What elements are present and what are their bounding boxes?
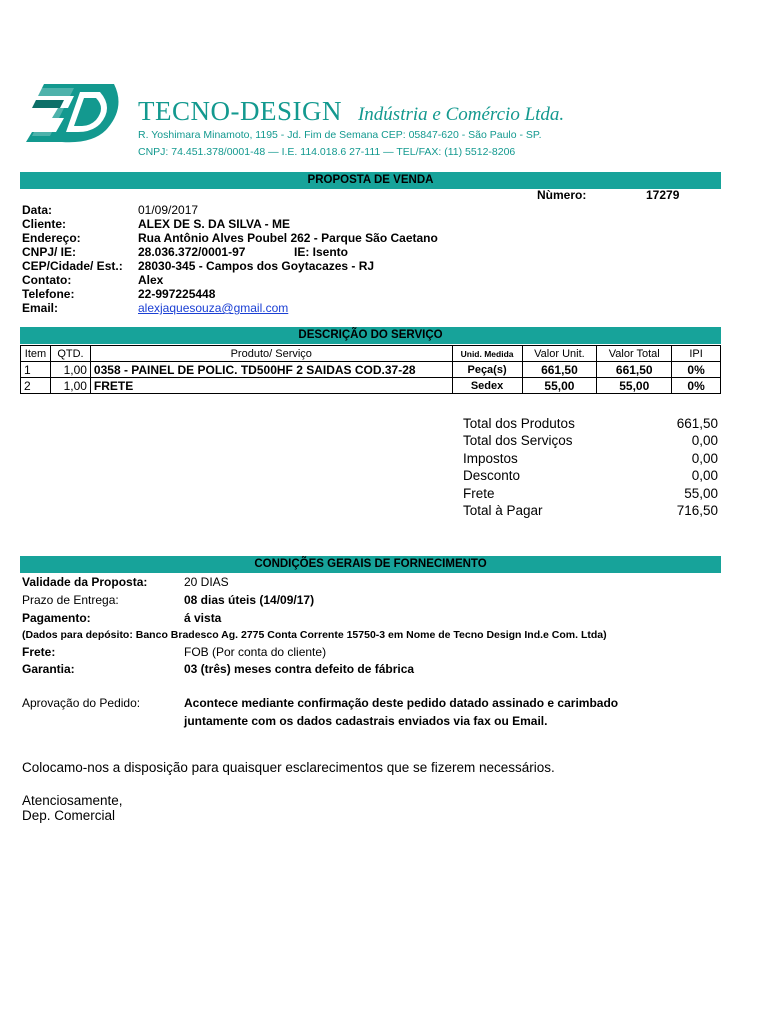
col-valor-unit: Valor Unit. — [522, 346, 597, 362]
cell-unid: Peça(s) — [452, 362, 522, 378]
phone-value: 22-997225448 — [138, 287, 216, 301]
frete-value: FOB (Por conta do cliente) — [184, 645, 327, 659]
cell-valor-unit: 661,50 — [522, 362, 597, 378]
total-produtos-value: 661,50 — [676, 416, 718, 431]
deposito-info: (Dados para depósito: Banco Bradesco Ag. 2775 Conta Corrente 15750-3 em Nome de Tecno Design Ind.e Com. Ltda) — [22, 629, 607, 641]
total-pagar-value: 716,50 — [676, 503, 718, 518]
company-registration: CNPJ: 74.451.378/0001-48 — I.E. 114.018.6 27-111 — TEL/FAX: (11) 5512-8206 — [138, 146, 516, 158]
col-ipi: IPI — [672, 346, 721, 362]
cell-ipi: 0% — [672, 362, 721, 378]
total-produtos-label: Total dos Produtos — [463, 416, 575, 431]
garantia-value: 03 (três) meses contra defeito de fábrica — [184, 662, 415, 676]
proposal-section-title: PROPOSTA DE VENDA — [20, 172, 721, 189]
col-produto: Produto/ Serviço — [90, 346, 452, 362]
garantia-label: Garantia: — [22, 662, 75, 676]
cnpj-label: CNPJ/ IE: — [22, 245, 77, 259]
address-value: Rua Antônio Alves Poubel 262 - Parque São Caetano — [138, 231, 438, 245]
table-row — [21, 378, 721, 394]
footer-closing: Atenciosamente, — [22, 793, 123, 808]
cell-produto: 0358 - PAINEL DE POLIC. TD500HF 2 SAIDAS COD.37-28 — [90, 362, 452, 378]
td-logo-icon — [22, 78, 120, 144]
company-address: R. Yoshimara Minamoto, 1195 - Jd. Fim de Semana CEP: 05847-620 - São Paulo - SP. — [138, 129, 542, 141]
prazo-value: 08 dias úteis (14/09/17) — [184, 593, 315, 607]
cell-unid: Sedex — [452, 378, 522, 394]
aprovacao-line-1: Acontece mediante confirmação deste pedido datado assinado e carimbado — [184, 696, 619, 710]
proposal-number: 17279 — [646, 188, 680, 202]
cnpj-value: 28.036.372/0001-97 — [138, 245, 246, 259]
client-label: Cliente: — [22, 217, 67, 231]
ie-value: IE: Isento — [294, 245, 349, 259]
frete-total-label: Frete — [463, 486, 495, 501]
prazo-label: Prazo de Entrega: — [22, 593, 119, 607]
pagamento-value: á vista — [184, 611, 222, 625]
desconto-label: Desconto — [463, 468, 521, 483]
footer-department: Dep. Comercial — [22, 808, 116, 823]
email-link[interactable]: alexjaquesouza@gmail.com — [138, 301, 289, 315]
table-header-row — [21, 346, 721, 362]
impostos-label: Impostos — [463, 451, 518, 466]
service-section-title: DESCRIÇÃO DO SERVIÇO — [20, 327, 721, 344]
cep-label: CEP/Cidade/ Est.: — [22, 259, 123, 273]
cell-valor-total: 661,50 — [597, 362, 672, 378]
cell-produto: FRETE — [90, 378, 452, 394]
footer-message: Colocamo-nos a disposição para quaisquer esclarecimentos que se fizerem necessários. — [22, 760, 555, 775]
email-label: Email: — [22, 301, 59, 315]
desconto-value: 0,00 — [691, 468, 718, 483]
conditions-section-title: CONDIÇÕES GERAIS DE FORNECIMENTO — [20, 556, 721, 573]
validade-value: 20 DIAS — [184, 575, 229, 589]
cep-value: 28030-345 - Campos dos Goytacazes - RJ — [138, 259, 375, 273]
address-label: Endereço: — [22, 231, 81, 245]
validade-label: Validade da Proposta: — [22, 575, 148, 589]
pagamento-label: Pagamento: — [22, 611, 91, 625]
cell-qtd: 1,00 — [50, 362, 90, 378]
impostos-value: 0,00 — [691, 451, 718, 466]
col-valor-total: Valor Total — [597, 346, 672, 362]
contact-value: Alex — [138, 273, 164, 287]
client-value: ALEX DE S. DA SILVA - ME — [138, 217, 291, 231]
company-brand — [138, 96, 564, 127]
frete-label: Frete: — [22, 645, 56, 659]
total-servicos-label: Total dos Serviços — [463, 433, 573, 448]
date-value: 01/09/2017 — [138, 203, 199, 217]
total-pagar-label: Total à Pagar — [463, 503, 543, 518]
company-subtitle: Indústria e Comércio Ltda. — [357, 104, 565, 125]
cell-qtd: 1,00 — [50, 378, 90, 394]
table-row — [21, 362, 721, 378]
contact-label: Contato: — [22, 273, 72, 287]
aprovacao-label: Aprovação do Pedido: — [22, 696, 141, 710]
col-qtd: QTD. — [50, 346, 90, 362]
cell-valor-unit: 55,00 — [522, 378, 597, 394]
total-servicos-value: 0,00 — [691, 433, 718, 448]
col-item: Item — [21, 346, 51, 362]
cell-item: 2 — [21, 378, 51, 394]
items-table — [20, 345, 721, 394]
number-label: Nùmero: — [537, 188, 587, 202]
cell-valor-total: 55,00 — [597, 378, 672, 394]
cell-item: 1 — [21, 362, 51, 378]
col-unid: Unid. Medida — [452, 346, 522, 362]
date-label: Data: — [22, 203, 53, 217]
frete-total-value: 55,00 — [684, 486, 718, 501]
company-name: TECNO-DESIGN — [138, 96, 342, 126]
cell-ipi: 0% — [672, 378, 721, 394]
phone-label: Telefone: — [22, 287, 75, 301]
aprovacao-line-2: juntamente com os dados cadastrais enviados via fax ou Email. — [184, 714, 548, 728]
